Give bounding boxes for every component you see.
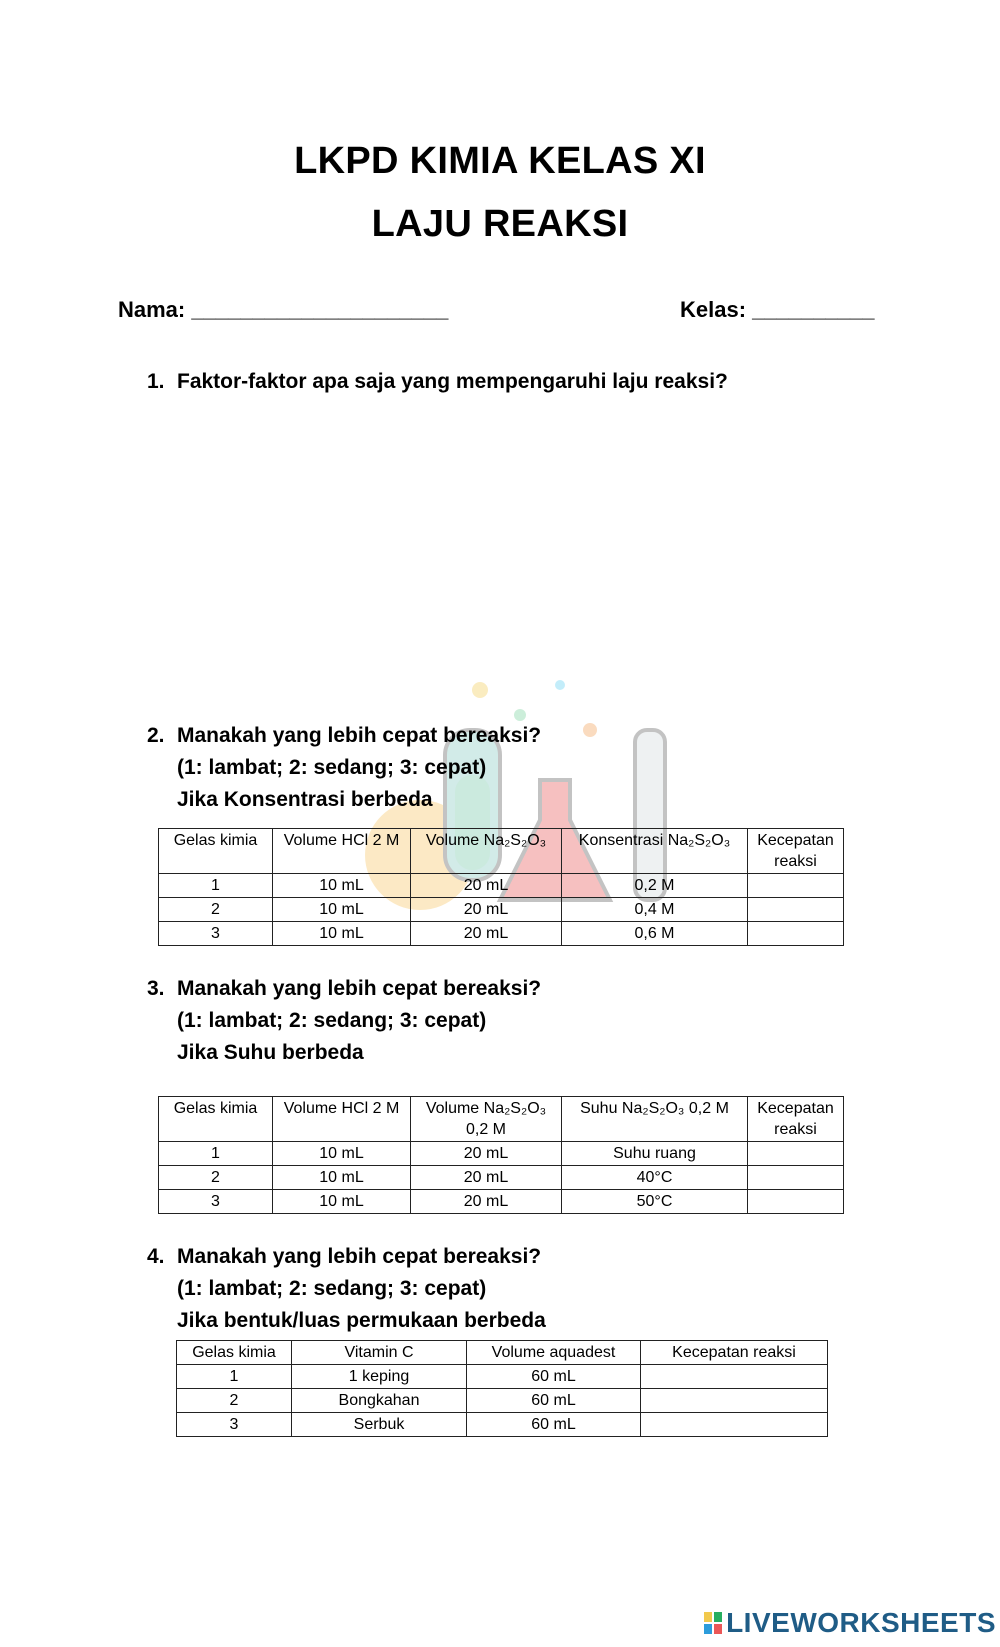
cell: 10 mL	[273, 1190, 411, 1214]
table-row	[159, 1142, 844, 1166]
cell: 0,6 M	[562, 922, 748, 946]
header-cell: Volume HCl 2 M	[273, 1097, 411, 1142]
cell: 2	[177, 1389, 292, 1413]
cell: 1	[177, 1365, 292, 1389]
question-text: Manakah yang lebih cepat bereaksi?	[177, 977, 542, 1000]
question-number: 2.	[147, 724, 165, 747]
header-cell: Gelas kimia	[159, 829, 273, 874]
cell: 20 mL	[411, 1142, 562, 1166]
header-cell: Konsentrasi Na₂S₂O₃	[562, 829, 748, 874]
header-cell: Volume Na₂S₂O₃ 0,2 M	[411, 1097, 562, 1142]
question-number: 4.	[147, 1245, 165, 1268]
cell: 10 mL	[273, 922, 411, 946]
header-cell: Kecepatan reaksi	[748, 829, 844, 874]
question-number: 3.	[147, 977, 165, 1000]
question-condition: Jika Suhu berbeda	[177, 1041, 364, 1064]
header-cell: Gelas kimia	[159, 1097, 273, 1142]
answer-cell[interactable]	[748, 898, 844, 922]
header-cell: Kecepatan reaksi	[641, 1341, 828, 1365]
cell: 10 mL	[273, 898, 411, 922]
kelas-field[interactable]: Kelas: __________	[680, 297, 875, 322]
table-row	[159, 898, 844, 922]
table-row	[159, 874, 844, 898]
question-scale: (1: lambat; 2: sedang; 3: cepat)	[177, 1277, 487, 1300]
cell: 20 mL	[411, 922, 562, 946]
question-4	[147, 1241, 907, 1341]
question-scale: (1: lambat; 2: sedang; 3: cepat)	[177, 1009, 487, 1032]
table-konsentrasi	[158, 828, 844, 946]
question-condition: Jika Konsentrasi berbeda	[177, 788, 433, 811]
question-3	[147, 973, 907, 1073]
question-scale: (1: lambat; 2: sedang; 3: cepat)	[177, 756, 487, 779]
cell: 1	[159, 874, 273, 898]
cell: 3	[159, 1190, 273, 1214]
header-cell: Kecepatan reaksi	[748, 1097, 844, 1142]
cell: 60 mL	[467, 1413, 641, 1437]
brand-name: LIVEWORKSHEETS	[726, 1607, 996, 1638]
table-row	[177, 1413, 828, 1437]
question-1	[147, 366, 907, 400]
question-number: 1.	[147, 370, 165, 393]
cell: 40°C	[562, 1166, 748, 1190]
cell: 1 keping	[292, 1365, 467, 1389]
cell: Serbuk	[292, 1413, 467, 1437]
answer-cell[interactable]	[748, 922, 844, 946]
table-row	[177, 1389, 828, 1413]
header-cell: Suhu Na₂S₂O₃ 0,2 M	[562, 1097, 748, 1142]
page-subtitle: LAJU REAKSI	[371, 203, 629, 245]
cell: 60 mL	[467, 1389, 641, 1413]
cell: 2	[159, 1166, 273, 1190]
question-text: Manakah yang lebih cepat bereaksi?	[177, 724, 542, 747]
cell: 10 mL	[273, 874, 411, 898]
answer-cell[interactable]	[748, 1142, 844, 1166]
cell: 20 mL	[411, 898, 562, 922]
answer-cell[interactable]	[641, 1389, 828, 1413]
cell: 1	[159, 1142, 273, 1166]
cell: 3	[177, 1413, 292, 1437]
answer-cell[interactable]	[641, 1365, 828, 1389]
cell: 20 mL	[411, 1166, 562, 1190]
liveworksheets-brand[interactable]	[704, 1607, 996, 1639]
table-row	[159, 1190, 844, 1214]
table-header-row	[177, 1341, 828, 1365]
header-cell: Gelas kimia	[177, 1341, 292, 1365]
cell: 60 mL	[467, 1365, 641, 1389]
cell: 50°C	[562, 1190, 748, 1214]
table-header-row	[159, 829, 844, 874]
question-condition: Jika bentuk/luas permukaan berbeda	[177, 1309, 546, 1332]
answer-cell[interactable]	[748, 874, 844, 898]
table-row	[177, 1365, 828, 1389]
cell: 0,4 M	[562, 898, 748, 922]
cell: Bongkahan	[292, 1389, 467, 1413]
header-cell: Volume HCl 2 M	[273, 829, 411, 874]
table-row	[159, 922, 844, 946]
header-cell: Volume Na₂S₂O₃	[411, 829, 562, 874]
question-text: Manakah yang lebih cepat bereaksi?	[177, 1245, 542, 1268]
answer-cell[interactable]	[748, 1190, 844, 1214]
cell: 2	[159, 898, 273, 922]
question-text: Faktor-faktor apa saja yang mempengaruhi laju reaksi?	[177, 370, 728, 393]
table-suhu	[158, 1096, 844, 1214]
cell: 20 mL	[411, 874, 562, 898]
cell: 3	[159, 922, 273, 946]
page-title: LKPD KIMIA KELAS XI	[294, 140, 706, 182]
cell: Suhu ruang	[562, 1142, 748, 1166]
answer-cell[interactable]	[641, 1413, 828, 1437]
cell: 20 mL	[411, 1190, 562, 1214]
header-cell: Vitamin C	[292, 1341, 467, 1365]
cell: 10 mL	[273, 1166, 411, 1190]
table-header-row	[159, 1097, 844, 1142]
liveworksheets-logo-icon	[704, 1612, 722, 1634]
question-2	[147, 720, 907, 820]
table-permukaan	[176, 1340, 828, 1437]
nama-field[interactable]: Nama: _____________________	[118, 297, 449, 322]
cell: 10 mL	[273, 1142, 411, 1166]
answer-cell[interactable]	[748, 1166, 844, 1190]
header-cell: Volume aquadest	[467, 1341, 641, 1365]
table-row	[159, 1166, 844, 1190]
cell: 0,2 M	[562, 874, 748, 898]
